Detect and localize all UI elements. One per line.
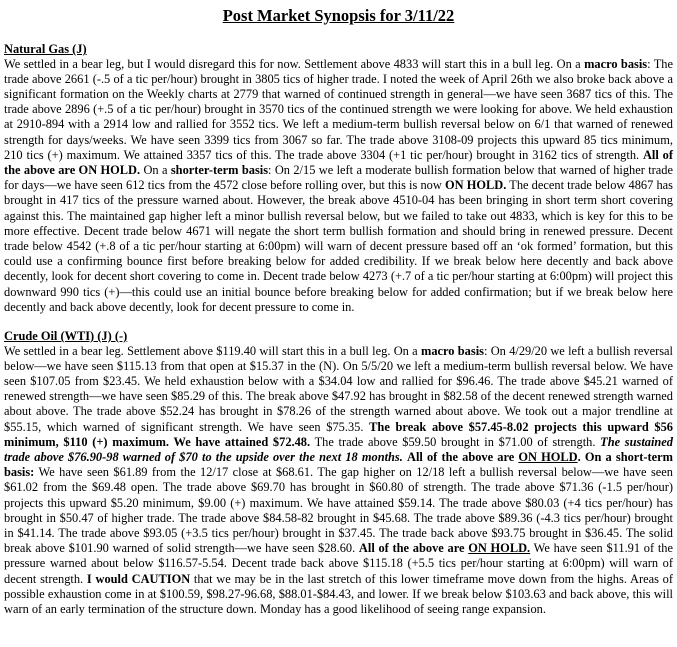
text-run: All of the above are — [358, 541, 469, 556]
text-run: I would CAUTION — [86, 571, 191, 586]
text-run: . On a short-term basis: — [4, 450, 674, 480]
text-run: We have seen $61.89 from the 12/17 close at $68.61. The gap higher on 12/18 left a bullish reversal below—we have seen $61.02 from the $69.48 open. The trade above $69.70 has brought in $60.80 of strength. The trade above $71.36 (-1.5 per/hour) projects this upward $5.20 minimum, $9.00 (+) maximum. We have attained $59.14. The trade above $80.03 (+4 tics per/hour) has brought in $50.47 of higher trade. The trade above $84.58-82 brought in $45.68. The trade above $89.36 (-4.3 tics per/hour) brought in $41.14. The trade above $93.05 (+3.5 tics per/hour) brought in $37.45. The trade back above $93.75 brought in $36.45. The solid break above $101.90 warned of solid strength—we have seen $28.60. — [4, 465, 673, 556]
text-run: The decent trade below 4867 has brought in 417 tics of the pressure warned about. However, the break above 4510-04 has been bringing in short term short covering against this. The maintained gap higher left a minor bullish reversal below, but we failed to take out 4833, which is key for this to be more effective. Decent trade below 4671 will negate the short term bullish formation and should bring in renewed pressure. Decent trade below 4542 (+.8 of a tic per/hour starting at 6:00pm) will warn of decent pressure based off an ‘ok formed’ formation, but this could use a confirming bounce first before breaking below for added credibility. If we break below here decently and back above decently, look for decent short covering to come in. Decent trade below 4273 (+.7 of a tic per/hour starting at 6:00pm) will project this downward 990 tics (+)—this could use an initial bounce before breaking below for added confirmation; but if we break below here decently and back above decently, look for decent pressure to come in. — [4, 178, 673, 314]
text-run: All of the above are ON HOLD. — [4, 147, 673, 178]
text-run: ON HOLD — [518, 450, 578, 465]
text-run: ON HOLD. — [444, 178, 507, 193]
text-run: : The trade above 2661 (-.5 of a tic per/hour) brought in 3805 tics of higher trade. I noted the week of April 26th we also broke back above a significant formation on the Weekly charts at 2779 that warned of continued strength in general—we have seen 3687 tics of this. The trade above 2896 (+.5 of a tic per/hour) brought in 3570 tics of the continued strength we were looking for above. We held exhaustion at 2910-894 with a 2914 low and rallied for 3552 tics. We left a medium-term bullish reversal below on 6/1 that warned of renewed strength for days/weeks. We have seen 3399 tics from 3067 so far. The trade above 3108-09 projects this upward 85 tics minimum, 210 tics (+) maximum. We attained 3357 tics of this. The trade above 3304 (+1 tic per/hour) brought in 3162 tics of strength. — [4, 56, 673, 162]
text-run: : On 4/29/20 we left a bullish reversal below—we have seen $115.13 from that open at $15.37 in the (N). On 5/5/20 we left a medium-term bullish reversal below. We have seen $107.05 from $23.45. We held exhaustion below with a $34.04 low and rallied for $96.46. The trade above $45.21 warned of renewed strength—we have seen $85.29 of this. The break above $47.92 has brought in $82.58 of the decent renewed strength warned about above. The trade above $52.24 has brought in $78.26 of the strength warned about above. We took out a major trendline at $55.15, which warned of significant strength. We have seen $75.35. — [4, 343, 674, 434]
crude-oil-section — [4, 329, 673, 617]
text-run: shorter-term basis — [170, 163, 269, 178]
text-run: The trade above $59.50 brought in $71.00 of strength. — [310, 434, 601, 449]
text-run: The break above $57.45-8.02 projects this upward $56 minimum, $110 (+) maximum. We have attained $72.48. — [4, 419, 673, 449]
section-heading-crude-oil: Crude Oil (WTI) (J) (-) — [4, 329, 128, 344]
section-body-crude-oil — [4, 344, 673, 618]
text-run: We have seen $11.91 of the pressure warned about below $116.57-5.54. Decent trade back above $115.18 (+5.5 tics per/hour starting at 6:00pm) will warn of decent strength. — [4, 541, 673, 586]
text-run: The sustained trade above $76.90-98 warned of $70 to the upside over the next 18 months. — [4, 434, 673, 465]
text-run: All of the above are — [407, 450, 519, 465]
text-run: : On 2/15 we left a moderate bullish formation below that warned of higher trade for days—we have seen 612 tics from the 4572 close before rolling over, but this is now — [4, 163, 674, 193]
text-run: macro basis — [421, 343, 484, 358]
text-run: ON HOLD. — [468, 541, 531, 556]
text-run: We settled in a bear leg, but I would disregard this for now. Settlement above 4833 will start this in a bull leg. On a — [4, 56, 585, 71]
text-run: that we may be in the last stretch of this lower timeframe move down from the highs. Areas of possible exhaustion come in at $100.59, $98.27-96.68, $88.01-$84.43, and lower. If we break below $103.63 and back above, this will warn of an early termination of the structure down. Monday has a good likelihood of seeing range expansion. — [4, 571, 673, 617]
section-body-natural-gas — [4, 57, 673, 315]
section-heading-natural-gas: Natural Gas (J) — [4, 42, 87, 56]
text-run: macro basis — [584, 56, 648, 71]
text-run: We settled in a bear leg. Settlement above $119.40 will start this in a bull leg. On a — [4, 343, 421, 358]
text-run: On a — [140, 163, 171, 178]
natural-gas-section — [4, 42, 673, 315]
page-title: Post Market Synopsis for 3/11/22 — [222, 6, 455, 25]
